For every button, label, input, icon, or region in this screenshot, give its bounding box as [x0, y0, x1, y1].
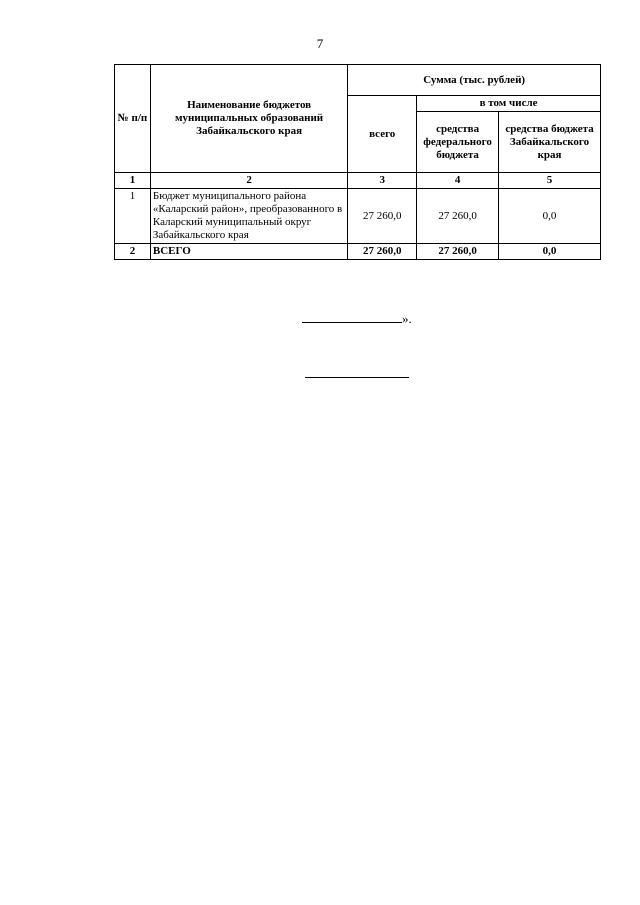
row-federal: 27 260,0	[417, 189, 499, 244]
row-regional: 0,0	[499, 189, 601, 244]
end-divider	[305, 377, 409, 378]
total-total: 27 260,0	[348, 244, 417, 260]
header-sum: Сумма (тыс. рублей)	[348, 65, 601, 96]
closing-line	[302, 310, 412, 327]
header-including: в том числе	[417, 96, 601, 112]
closing-mark: ».	[402, 311, 412, 326]
header-total: всего	[348, 96, 417, 173]
total-regional: 0,0	[499, 244, 601, 260]
header-federal: средства федерального бюджета	[417, 112, 499, 173]
header-name: Наименование бюджетов муниципальных образований Забайкальского края	[150, 65, 347, 173]
page-number: 7	[316, 36, 324, 51]
header-regional: средства бюджета Забайкальского края	[499, 112, 601, 173]
column-number: 3	[348, 173, 417, 189]
budget-table	[114, 64, 601, 260]
header-num: № п/п	[115, 65, 151, 173]
column-number: 5	[499, 173, 601, 189]
row-name: Бюджет муниципального района «Каларский район», преобразованного в Каларский муниципальный округ Забайкальского края	[150, 189, 347, 244]
row-num: 1	[115, 189, 151, 244]
total-federal: 27 260,0	[417, 244, 499, 260]
row-total: 27 260,0	[348, 189, 417, 244]
column-number: 4	[417, 173, 499, 189]
column-number: 1	[115, 173, 151, 189]
blank-underline	[302, 310, 402, 323]
column-number: 2	[150, 173, 347, 189]
column-number-row	[115, 173, 601, 189]
header-row-1	[115, 65, 601, 96]
total-row	[115, 244, 601, 260]
total-num: 2	[115, 244, 151, 260]
total-name: ВСЕГО	[150, 244, 347, 260]
table-row	[115, 189, 601, 244]
